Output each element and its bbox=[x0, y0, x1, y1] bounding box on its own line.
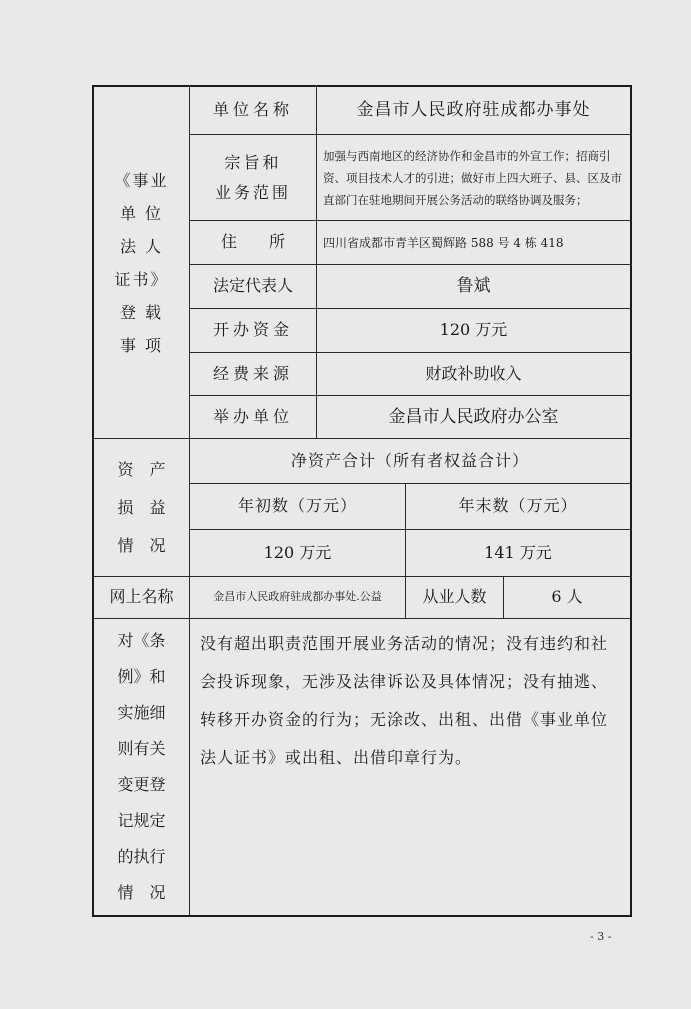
row-capital-value: 120 万元 bbox=[317, 309, 630, 353]
compliance-text: 没有超出职责范围开展业务活动的情况；没有违约和社会投诉现象，无涉及法律诉讼及具体情况；没有抽逃、转移开办资金的行为；无涂改、出租、出借《事业单位法人证书》或出租、出借印章行为。 bbox=[200, 634, 609, 767]
row-address-value: 四川省成都市青羊区蜀辉路 588 号 4 栋 418 bbox=[317, 221, 630, 265]
compliance-label-line: 变更登 bbox=[117, 775, 166, 794]
row-unit-name-value: 金昌市人民政府驻成都办事处 bbox=[317, 87, 630, 135]
compliance-label-line: 的执行 bbox=[117, 847, 166, 866]
row-legal-rep-value: 鲁斌 bbox=[317, 265, 630, 309]
row-unit-name-label: 单位名称 bbox=[190, 87, 317, 135]
compliance-label-line: 例》和 bbox=[117, 667, 166, 686]
assets-label-line: 情 况 bbox=[117, 535, 166, 555]
row-sponsor-label: 举办单位 bbox=[190, 396, 317, 439]
purpose-label-line: 宗旨和 bbox=[224, 152, 282, 172]
compliance-label-line: 实施细 bbox=[117, 703, 166, 722]
assets-col-start-label: 年初数（万元） bbox=[190, 484, 406, 530]
reg-label-line: 登 载 bbox=[119, 302, 164, 322]
assets-end-value: 141 万元 bbox=[406, 530, 630, 577]
assets-label-line: 损 益 bbox=[117, 497, 166, 517]
compliance-label-line: 记规定 bbox=[117, 811, 166, 830]
reg-label-line: 事 项 bbox=[119, 335, 164, 355]
section-registration-label bbox=[94, 87, 190, 439]
reg-label-line: 法 人 bbox=[119, 236, 164, 256]
row-capital-label: 开办资金 bbox=[190, 309, 317, 353]
compliance-label bbox=[94, 619, 190, 915]
staff-count-label: 从业人数 bbox=[406, 577, 504, 619]
row-funding-label: 经费来源 bbox=[190, 353, 317, 396]
staff-count-value: 6 人 bbox=[504, 577, 630, 619]
report-table bbox=[92, 85, 632, 917]
purpose-label-line: 业务范围 bbox=[214, 182, 291, 202]
assets-header: 净资产合计（所有者权益合计） bbox=[190, 439, 630, 484]
compliance-label-line: 则有关 bbox=[117, 739, 166, 758]
compliance-label-line: 对《条 bbox=[117, 631, 166, 650]
reg-label-line: 单 位 bbox=[119, 203, 164, 223]
row-address-label: 住 所 bbox=[190, 221, 317, 265]
assets-start-value: 120 万元 bbox=[190, 530, 406, 577]
row-sponsor-value: 金昌市人民政府办公室 bbox=[317, 396, 630, 439]
row-funding-value: 财政补助收入 bbox=[317, 353, 630, 396]
assets-col-end-label: 年末数（万元） bbox=[406, 484, 630, 530]
online-name-value: 金昌市人民政府驻成都办事处.公益 bbox=[190, 577, 406, 619]
page-number: - 3 - bbox=[590, 930, 612, 943]
compliance-label-line: 情 况 bbox=[117, 883, 166, 902]
reg-label-line: 《事业 bbox=[114, 170, 169, 190]
online-name-label: 网上名称 bbox=[94, 577, 190, 619]
section-assets-label bbox=[94, 439, 190, 577]
reg-label-line: 证书》 bbox=[114, 269, 169, 289]
assets-label-line: 资 产 bbox=[117, 459, 166, 479]
row-purpose-value: 加强与西南地区的经济协作和金昌市的外宣工作；招商引资、项目技术人才的引进；做好市上四大班子、县、区及市直部门在驻地期间开展公务活动的联络协调及服务； bbox=[317, 135, 630, 221]
row-purpose-label bbox=[190, 135, 317, 221]
row-legal-rep-label: 法定代表人 bbox=[190, 265, 317, 309]
